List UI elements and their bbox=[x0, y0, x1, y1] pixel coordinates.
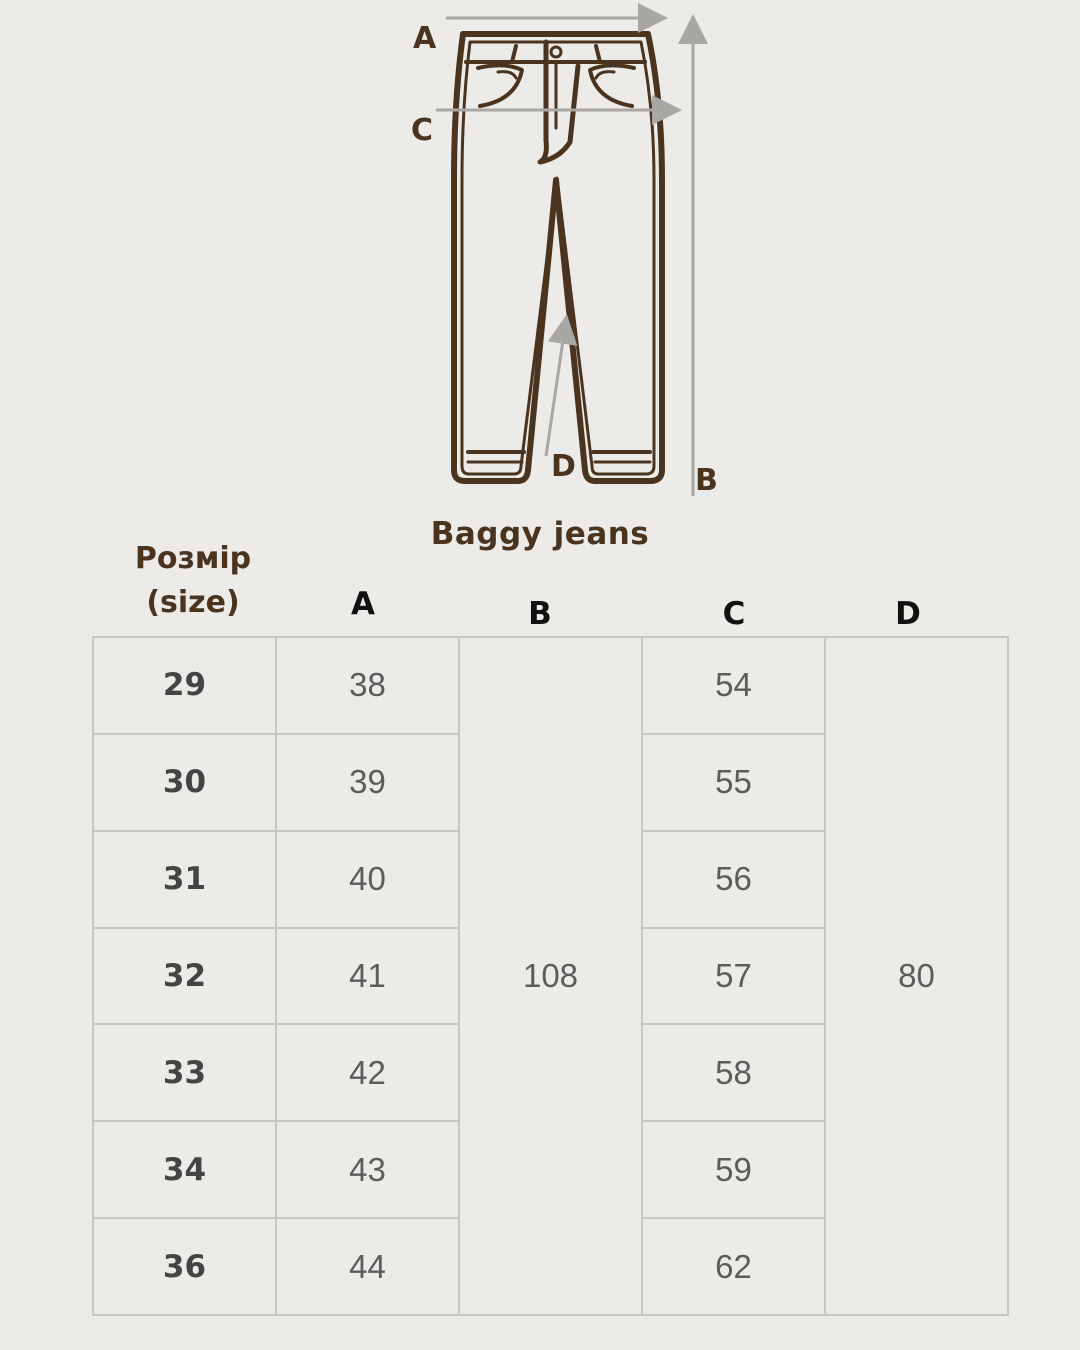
column-header-b: B bbox=[528, 596, 552, 632]
product-title: Baggy jeans bbox=[430, 516, 650, 552]
column-header-c: C bbox=[722, 596, 746, 632]
size-cell: 31 bbox=[93, 831, 276, 928]
diagram-label-b: B bbox=[695, 463, 718, 498]
size-cell: 33 bbox=[93, 1024, 276, 1121]
measure-c-cell: 55 bbox=[642, 734, 825, 831]
jeans-icon bbox=[0, 0, 1080, 520]
measure-c-cell: 54 bbox=[642, 637, 825, 734]
size-header-line2: (size) bbox=[146, 585, 240, 620]
measure-c-cell: 58 bbox=[642, 1024, 825, 1121]
size-table bbox=[92, 636, 1009, 1316]
measure-a-cell: 39 bbox=[276, 734, 459, 831]
size-cell: 30 bbox=[93, 734, 276, 831]
measure-a-cell: 42 bbox=[276, 1024, 459, 1121]
size-cell: 36 bbox=[93, 1218, 276, 1315]
diagram-label-a: A bbox=[413, 21, 437, 56]
size-header-line1: Розмір bbox=[134, 541, 252, 576]
size-cell: 34 bbox=[93, 1121, 276, 1218]
measure-a-cell: 44 bbox=[276, 1218, 459, 1315]
column-header-a: A bbox=[351, 586, 375, 622]
measure-a-cell: 40 bbox=[276, 831, 459, 928]
size-cell: 29 bbox=[93, 637, 276, 734]
measure-c-cell: 59 bbox=[642, 1121, 825, 1218]
measure-c-cell: 56 bbox=[642, 831, 825, 928]
jeans-diagram bbox=[0, 0, 1080, 520]
measure-b-cell: 108 bbox=[459, 637, 642, 1315]
measure-c-cell: 57 bbox=[642, 928, 825, 1025]
size-column-header bbox=[100, 537, 286, 625]
measure-a-cell: 38 bbox=[276, 637, 459, 734]
diagram-label-d: D bbox=[551, 449, 576, 484]
measure-a-cell: 41 bbox=[276, 928, 459, 1025]
diagram-label-c: C bbox=[411, 113, 434, 148]
measure-d-cell: 80 bbox=[825, 637, 1008, 1315]
table-row bbox=[93, 637, 1008, 734]
measure-a-cell: 43 bbox=[276, 1121, 459, 1218]
measure-c-cell: 62 bbox=[642, 1218, 825, 1315]
size-cell: 32 bbox=[93, 928, 276, 1025]
column-header-d: D bbox=[895, 596, 921, 632]
